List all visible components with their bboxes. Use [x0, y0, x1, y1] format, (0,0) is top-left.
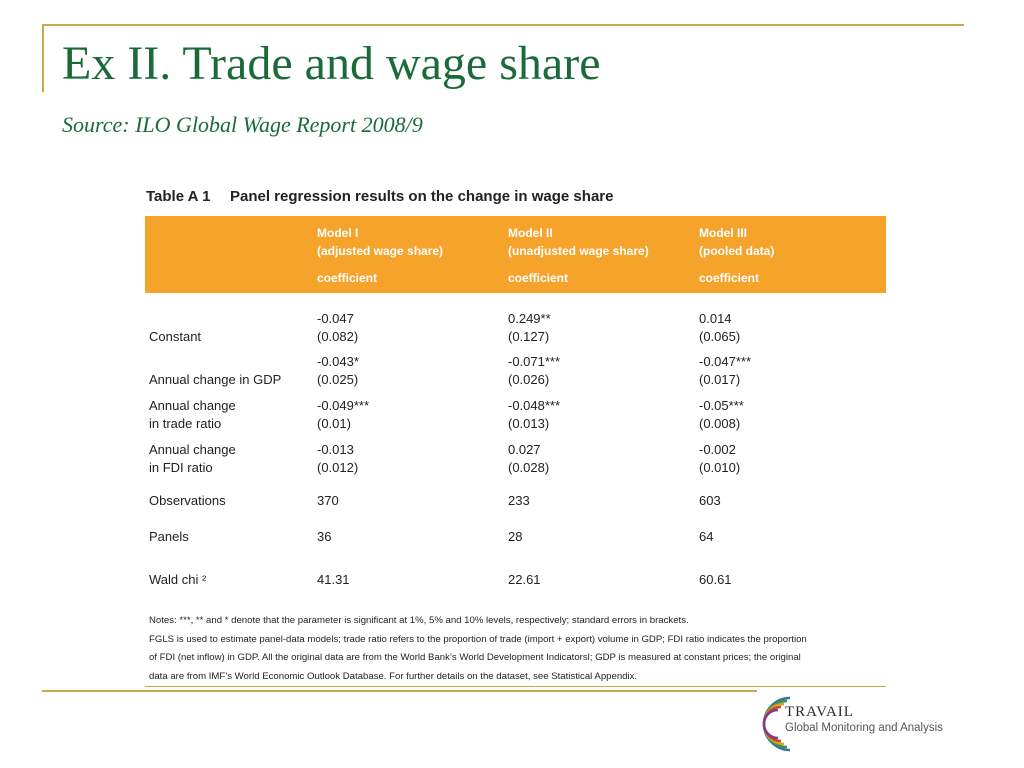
- table-bottom-rule: [145, 686, 886, 687]
- table-header: [145, 216, 886, 293]
- table-label: Table A 1: [146, 188, 211, 205]
- cell-std-error: (0.082): [317, 329, 359, 344]
- left-rule: [42, 24, 44, 92]
- column-name: Model III: [699, 226, 747, 240]
- column-header-model-3: [699, 224, 774, 287]
- cell-coefficient: 0.027: [508, 442, 541, 457]
- row-label: in trade ratio: [149, 416, 222, 431]
- cell-std-error: (0.026): [508, 372, 550, 387]
- cell-std-error: (0.028): [508, 460, 550, 475]
- cell-value: 233: [508, 493, 530, 508]
- cell-std-error: (0.017): [699, 372, 741, 387]
- logo-name: TRAVAIL: [785, 704, 854, 720]
- column-name: Model I: [317, 226, 359, 240]
- cell-std-error: (0.127): [508, 329, 550, 344]
- logo-tagline: Global Monitoring and Analysis: [785, 722, 943, 734]
- cell-value: 22.61: [508, 572, 541, 587]
- table-row-panels: [149, 528, 885, 546]
- column-unit: coefficient: [508, 271, 569, 285]
- row-label: Observations: [149, 493, 226, 508]
- column-unit: coefficient: [317, 271, 378, 285]
- row-label: Annual change in GDP: [149, 372, 282, 387]
- note-line: of FDI (net inflow) in GDP. All the original data are from the World Bank’s World Development Indicatorsl; GDP is measured at constant prices; the original: [149, 652, 801, 663]
- note-line: FGLS is used to estimate panel-data models; trade ratio refers to the proportion of trade (import + export) volume in GDP; FDI ratio indicates the proportion: [149, 633, 807, 645]
- row-label: Constant: [149, 329, 202, 344]
- table-caption-text: Panel regression results on the change in wage share: [230, 188, 614, 205]
- cell-value: 60.61: [699, 572, 732, 587]
- column-desc: (adjusted wage share): [317, 244, 444, 258]
- cell-coefficient: -0.043*: [317, 354, 359, 369]
- cell-coefficient: 0.249**: [508, 311, 551, 326]
- column-unit: coefficient: [699, 271, 760, 285]
- cell-std-error: (0.065): [699, 329, 741, 344]
- cell-std-error: (0.025): [317, 372, 359, 387]
- cell-std-error: (0.010): [699, 460, 741, 475]
- table-row-trade-ratio: [149, 397, 885, 433]
- cell-coefficient: -0.05***: [699, 398, 744, 413]
- cell-std-error: (0.008): [699, 416, 741, 431]
- note-line: Notes: ***, ** and * denote that the parameter is significant at 1%, 5% and 10% levels, respectively; standard errors in brackets.: [149, 615, 689, 626]
- cell-value: 64: [699, 529, 714, 544]
- row-label: in FDI ratio: [149, 460, 213, 475]
- note-line: data are from IMF’s World Economic Outlook Database. For further details on the dataset, see Statistical Appendix.: [149, 670, 638, 682]
- row-label: Panels: [149, 529, 189, 544]
- row-label: Annual change: [149, 398, 236, 413]
- column-desc: (unadjusted wage share): [508, 244, 649, 258]
- table-row-constant: [149, 310, 885, 346]
- table-row-fdi-ratio: [149, 441, 885, 477]
- cell-value: 41.31: [317, 572, 350, 587]
- cell-std-error: (0.012): [317, 460, 359, 475]
- column-header-model-1: [317, 224, 443, 287]
- cell-coefficient: -0.047***: [699, 354, 752, 369]
- row-label: Annual change: [149, 442, 236, 457]
- column-header-model-2: [508, 224, 649, 287]
- column-desc: (pooled data): [699, 244, 775, 258]
- slide-title: Ex II. Trade and wage share: [62, 37, 601, 90]
- cell-value: 370: [317, 493, 339, 508]
- cell-coefficient: -0.047: [317, 311, 354, 326]
- cell-coefficient: 0.014: [699, 311, 732, 326]
- cell-coefficient: -0.049***: [317, 398, 370, 413]
- cell-coefficient: -0.013: [317, 442, 354, 457]
- slide-subtitle: Source: ILO Global Wage Report 2008/9: [62, 112, 423, 137]
- table-row-observations: [149, 492, 885, 510]
- bottom-rule: [42, 690, 757, 692]
- top-rule: [42, 24, 964, 26]
- cell-value: 603: [699, 493, 721, 508]
- cell-value: 36: [317, 529, 332, 544]
- cell-coefficient: -0.071***: [508, 354, 561, 369]
- column-name: Model II: [508, 226, 553, 240]
- cell-value: 28: [508, 529, 523, 544]
- cell-std-error: (0.01): [317, 416, 351, 431]
- cell-std-error: (0.013): [508, 416, 550, 431]
- table-caption: [146, 188, 613, 205]
- table-notes: [149, 612, 889, 686]
- table-row-gdp: [149, 353, 885, 389]
- cell-coefficient: -0.048***: [508, 398, 561, 413]
- row-label: Wald chi ²: [149, 572, 207, 587]
- table-row-wald-chi2: [149, 571, 885, 589]
- cell-coefficient: -0.002: [699, 442, 736, 457]
